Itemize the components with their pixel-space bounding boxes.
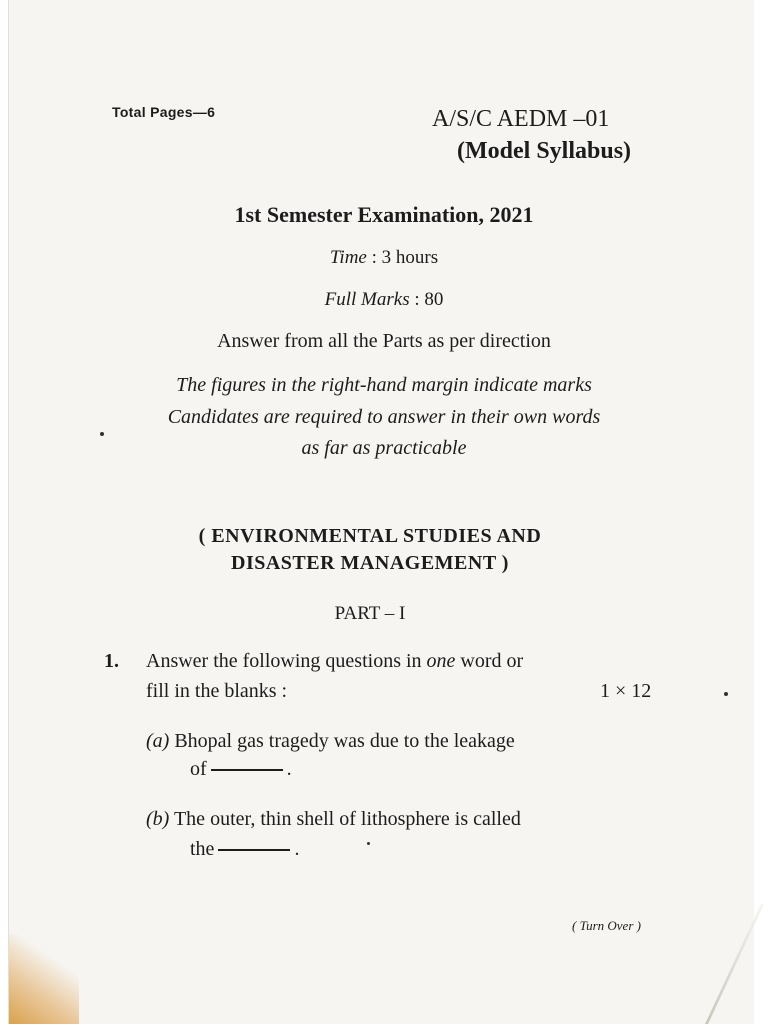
subquestion-a-end: . <box>286 758 292 780</box>
subquestion-b-text: The outer, thin shell of lithosphere is called <box>173 808 521 830</box>
full-marks-label: Full Marks <box>324 289 410 310</box>
answer-blank <box>211 769 283 771</box>
subject-title-line2: DISASTER MANAGEMENT ) <box>231 552 509 574</box>
paper-corner-shadow <box>9 934 79 1024</box>
full-marks-line <box>0 289 768 311</box>
paper-crease <box>705 904 764 1024</box>
question-text-post: word or <box>455 650 524 672</box>
speck <box>724 692 728 696</box>
subquestion-b-label: (b) <box>146 808 170 830</box>
question-text-emphasis: one <box>426 650 456 672</box>
subquestion-b-text2: the <box>190 838 215 860</box>
own-words-note-cont: as far as practicable <box>301 437 467 459</box>
subquestion-a-label: (a) <box>146 730 170 752</box>
subquestion-b-line2 <box>190 838 299 861</box>
subquestion-b-line1 <box>146 808 521 831</box>
time-line <box>0 247 768 269</box>
subject-title-line1: ( ENVIRONMENTAL STUDIES AND <box>198 525 542 547</box>
question-text-pre: Answer the following questions in <box>146 650 427 672</box>
speck <box>100 432 104 436</box>
question-text-line2: fill in the blanks : <box>146 680 288 702</box>
part-heading: PART – I <box>334 603 406 624</box>
subquestion-a-text: Bhopal gas tragedy was due to the leakage <box>174 730 515 752</box>
question-marks: 1 × 12 <box>600 680 652 702</box>
total-pages: Total Pages—6 <box>112 104 216 120</box>
turn-over-label: ( Turn Over ) <box>572 918 641 933</box>
question-text-line1 <box>146 650 523 673</box>
subquestion-a-line2 <box>190 758 292 781</box>
subquestion-a-text2: of <box>190 758 207 780</box>
subquestion-a-line1 <box>146 730 515 753</box>
full-marks-value: : 80 <box>414 289 444 310</box>
time-label: Time <box>329 247 367 268</box>
question-number: 1. <box>104 650 119 672</box>
direction-text: Answer from all the Parts as per direction <box>217 330 551 352</box>
marks-note: The figures in the right-hand margin indicate marks <box>176 374 592 396</box>
answer-blank <box>218 849 290 851</box>
speck <box>367 842 370 845</box>
exam-paper <box>8 0 754 1024</box>
syllabus-label: (Model Syllabus) <box>457 138 632 164</box>
subquestion-b-end: . <box>294 838 300 860</box>
time-value: : 3 hours <box>371 247 439 268</box>
paper-code: A/S/C AEDM –01 <box>432 106 610 132</box>
own-words-note: Candidates are required to answer in their own words <box>167 406 601 428</box>
exam-title: 1st Semester Examination, 2021 <box>234 202 534 227</box>
